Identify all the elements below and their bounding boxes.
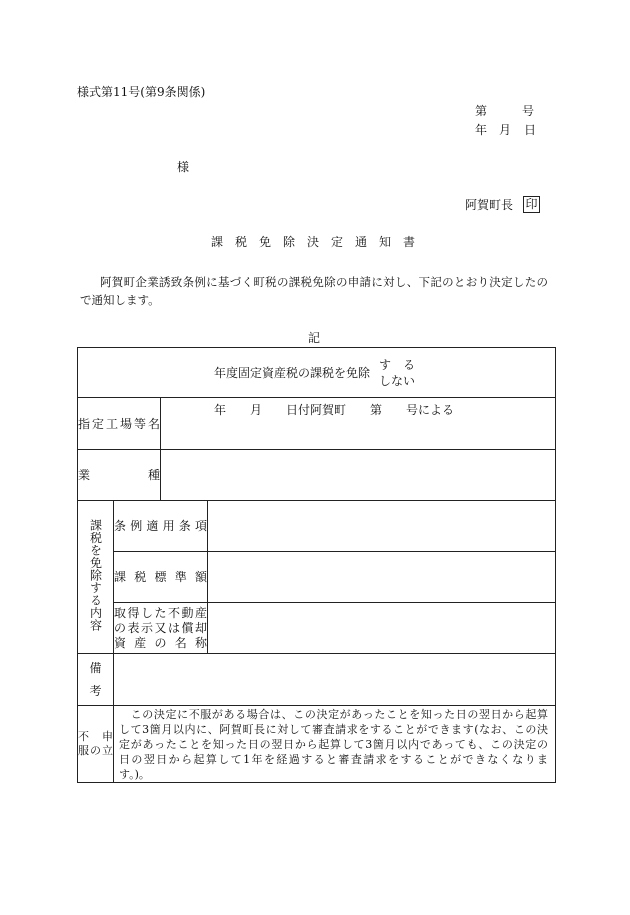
date-year: 年 xyxy=(475,123,488,137)
remarks-value-cell xyxy=(114,654,556,706)
appeal-text-line: この決定に不服がある場合は、この決定があったことを知った日の翌日から起算 xyxy=(119,708,549,721)
decision-table xyxy=(77,347,556,783)
industry-value-cell xyxy=(161,450,556,501)
ki-heading: 記 xyxy=(308,331,321,345)
remarks-label-cell xyxy=(78,654,114,706)
ordinance-label-cell xyxy=(114,501,208,552)
property-label-line: の表示又は償却 xyxy=(114,620,207,635)
body-line: 阿賀町企業誘致条例に基づく町税の課税免除の申請に対し、下記のとおり決定したの xyxy=(100,275,548,289)
appeal-text-line: 日の翌日から起算して1年を経過すると審査請求をすることができなくなりま xyxy=(119,753,549,766)
form-number: 様式第11号(第9条関係) xyxy=(77,85,206,99)
standard-label: 課税標準額 xyxy=(114,569,207,584)
ordinance-label: 条例適用条項 xyxy=(114,518,207,533)
factory-label: 指定工場等名 xyxy=(78,416,160,431)
exemption-options xyxy=(379,357,415,389)
property-value-cell xyxy=(208,603,556,654)
standard-value-cell xyxy=(208,552,556,603)
table-row xyxy=(78,552,556,603)
option-yes: す る xyxy=(379,357,416,372)
exemption-text: 年度固定資産税の課税を免除 xyxy=(214,365,371,380)
content-label-cell xyxy=(78,501,114,654)
factory-value-cell xyxy=(161,398,556,450)
seal-mark: 印 xyxy=(523,196,540,213)
appeal-text-line: す。)。 xyxy=(119,768,150,781)
appeal-label-line: 服の立 xyxy=(78,744,113,757)
doc-number-prefix: 第 xyxy=(475,104,488,118)
industry-label: 業種 xyxy=(78,468,160,482)
issuer-name: 阿賀町長 xyxy=(465,198,514,212)
content-label: 課税を免除する内容 xyxy=(88,519,103,632)
date-month: 月 xyxy=(499,123,512,137)
industry-label-cell xyxy=(78,450,161,501)
table-row xyxy=(78,450,556,501)
remarks-label-char: 備 xyxy=(89,660,102,675)
remarks-label-char: 考 xyxy=(89,683,102,698)
appeal-text-line: 定があったことを知った日の翌日から起算して3箇月以内であっても、この決定の xyxy=(119,738,549,751)
factory-reference: 年 月 日付阿賀町 第 号による xyxy=(214,403,455,417)
factory-label-cell xyxy=(78,398,161,450)
exemption-cell xyxy=(78,348,556,398)
table-row xyxy=(78,654,556,706)
standard-label-cell xyxy=(114,552,208,603)
body-paragraph xyxy=(80,273,548,309)
table-row xyxy=(78,398,556,450)
option-no: しない xyxy=(379,373,416,388)
appeal-label-line: 不申 xyxy=(78,730,113,743)
table-row xyxy=(78,348,556,398)
table-row xyxy=(78,706,556,783)
doc-number-suffix: 号 xyxy=(522,104,535,118)
date-day: 日 xyxy=(524,123,537,137)
addressee-suffix: 様 xyxy=(177,160,190,174)
body-line: で通知します。 xyxy=(80,293,160,307)
appeal-text-cell xyxy=(114,706,556,783)
appeal-label-cell xyxy=(78,706,114,783)
property-label-cell xyxy=(114,603,208,654)
ordinance-value-cell xyxy=(208,501,556,552)
table-row xyxy=(78,501,556,552)
property-label-line: 取得した不動産 xyxy=(114,605,207,620)
document-title: 課税免除決定通知書 xyxy=(211,235,428,249)
appeal-text-line: して3箇月以内に、阿賀町長に対して審査請求をすることができます(なお、この決 xyxy=(119,723,549,736)
property-label-line: 資産の名称 xyxy=(114,635,207,650)
table-row xyxy=(78,603,556,654)
